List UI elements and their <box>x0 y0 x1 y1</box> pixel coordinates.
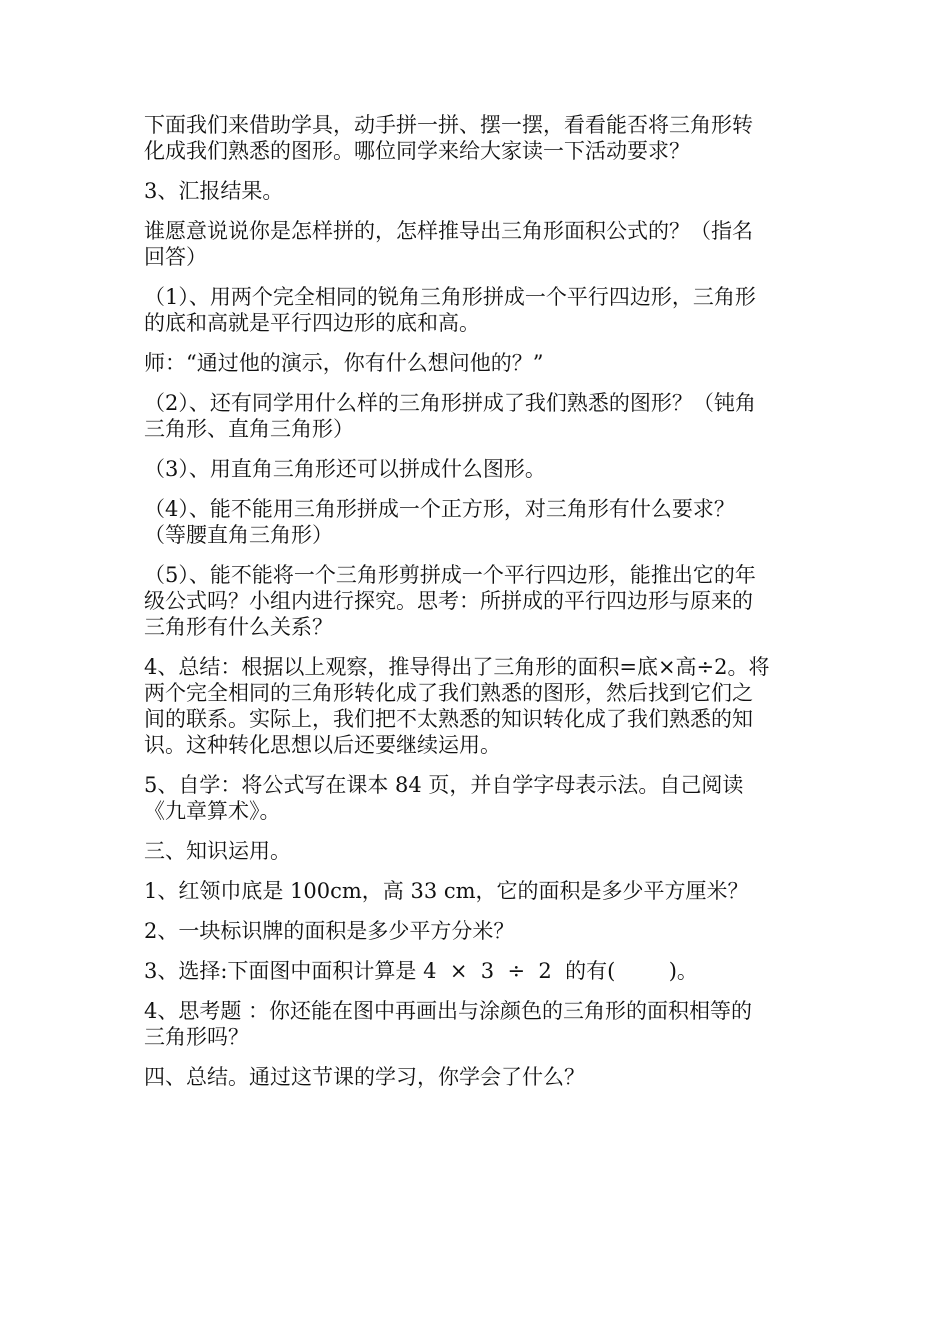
paragraph-item-1: （1）、用两个完全相同的锐角三角形拼成一个平行四边形，三角形 的底和高就是平行四边形的底和高。 <box>144 285 756 335</box>
exercise-4: 4、思考题 ：你还能在图中再画出与涂颜色的三角形的面积相等的 三角形吗？ <box>144 999 753 1049</box>
paragraph-item-2: （2）、还有同学用什么样的三角形拼成了我们熟悉的图形？（钝角 三角形、直角三角形） <box>144 391 756 441</box>
paragraph-question: 谁愿意说说你是怎样拼的，怎样推导出三角形面积公式的？（指名 回答） <box>144 219 753 269</box>
exercise-2: 2、一块标识牌的面积是多少平方分米？ <box>144 919 515 943</box>
paragraph-teacher: 师：“通过他的演示，你有什么想问他的？” <box>144 351 544 375</box>
exercise-3: 3、选择:下面图中面积计算是 4 × 3 ÷ 2 的有( )。 <box>144 959 698 983</box>
section-heading-summary: 四、总结。通过这节课的学习，你学会了什么？ <box>144 1065 585 1089</box>
exercise-1: 1、红领巾底是 100cm，高 33 cm，它的面积是多少平方厘米？ <box>144 879 749 903</box>
paragraph-intro: 下面我们来借助学具，动手拼一拼、摆一摆，看看能否将三角形转 化成我们熟悉的图形。哪位同学来给大家读一下活动要求？ <box>144 113 753 163</box>
paragraph-report-heading: 3、汇报结果。 <box>144 179 284 203</box>
paragraph-self-study: 5、自学：将公式写在课本 84 页，并自学字母表示法。自己阅读 《九章算术》。 <box>144 773 744 823</box>
document-body <box>144 112 812 1104</box>
paragraph-summary: 4、总结：根据以上观察，推导得出了三角形的面积=底×高÷2。将 两个完全相同的三角形转化成了我们熟悉的图形，然后找到它们之 间的联系。实际上，我们把不太熟悉的知识转化成了我们熟悉的知 识。这种转化思想以后还要继续运用。 <box>144 655 770 757</box>
paragraph-item-4: （4）、能不能用三角形拼成一个正方形，对三角形有什么要求？ （等腰直角三角形） <box>144 497 735 547</box>
paragraph-item-3: （3）、用直角三角形还可以拼成什么图形。 <box>144 457 546 481</box>
section-heading-application: 三、知识运用。 <box>144 839 291 863</box>
paragraph-item-5: （5）、能不能将一个三角形剪拼成一个平行四边形，能推出它的年 级公式吗？小组内进行探究。思考：所拼成的平行四边形与原来的 三角形有什么关系？ <box>144 563 756 639</box>
